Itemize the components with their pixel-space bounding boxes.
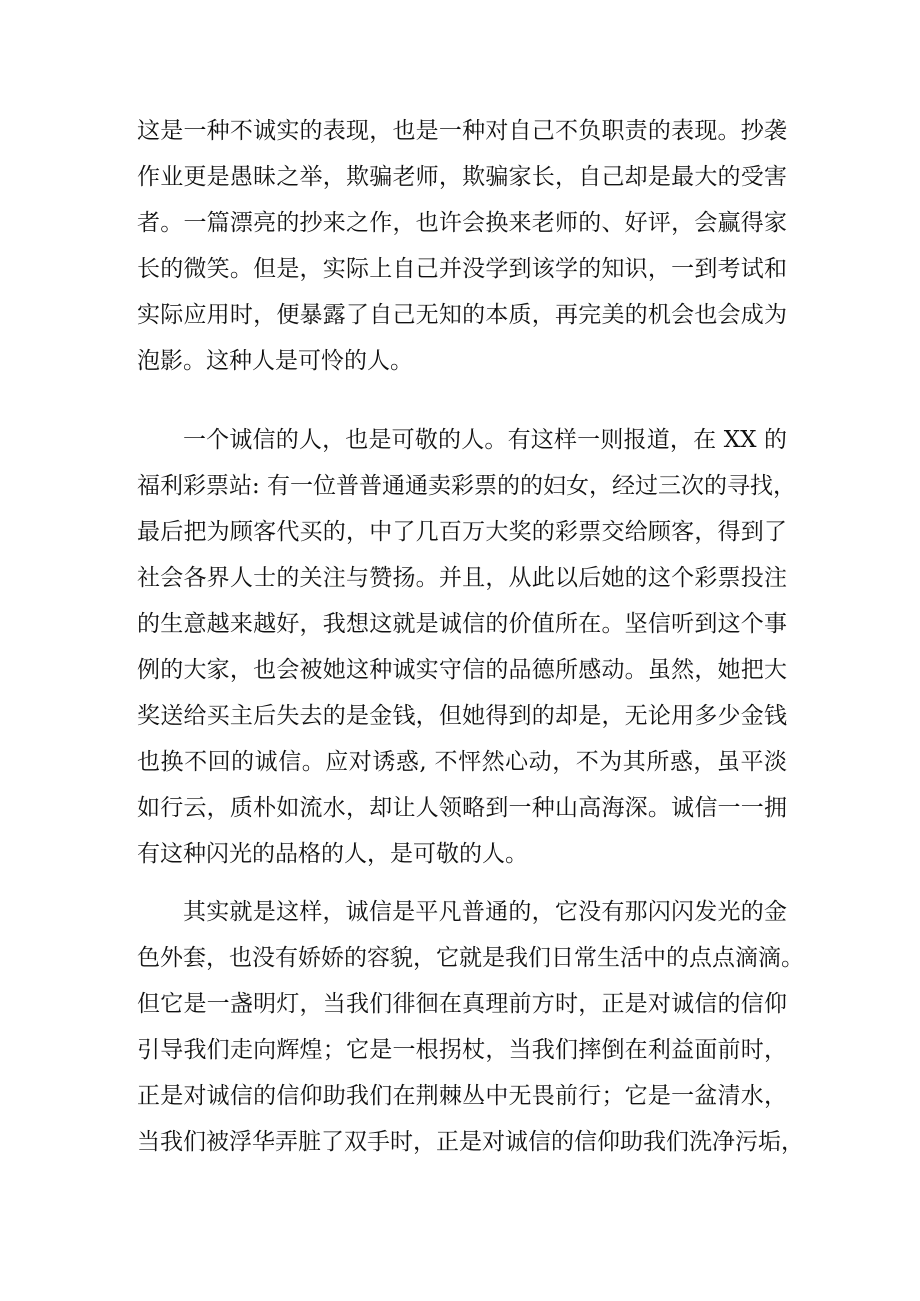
text-line: 例的大家，也会被她这种诚实守信的品德所感动。虽然，她把大 [137,657,787,683]
text-line: 长的微笑。但是，实际上自己并没学到该学的知识，一到考试和 [137,256,787,282]
text-line: 最后把为顾客代买的，中了几百万大奖的彩票交给顾客，得到了 [137,519,787,545]
text-line: 正是对诚信的信仰助我们在荆棘丛中无畏前行；它是一盆清水， [137,1083,787,1109]
paragraph-3 [137,889,804,1165]
text-line: 引导我们走向辉煌；它是一根拐杖，当我们摔倒在利益面前时， [137,1037,787,1063]
text-line: 作业更是愚昧之举，欺骗老师，欺骗家长，自己却是最大的受害 [137,164,787,190]
paragraph-2 [137,417,797,877]
text-line: 但它是一盏明灯，当我们徘徊在真理前方时，正是对诚信的信仰 [137,991,787,1017]
text-line: 的生意越来越好，我想这就是诚信的价值所在。坚信听到这个事 [137,611,787,637]
text-line: 这是一种不诚实的表现，也是一种对自己不负职责的表现。抄袭 [137,118,787,144]
text-line: 色外套，也没有娇娇的容貌，它就是我们日常生活中的点点滴滴。 [137,945,804,971]
text-line: 社会各界人士的关注与赞扬。并且，从此以后她的这个彩票投注 [137,565,787,591]
text-line: 者。一篇漂亮的抄来之作，也许会换来老师的、好评，会赢得家 [137,210,787,236]
text-line: 当我们被浮华弄脏了双手时，正是对诚信的信仰助我们洗净污垢， [137,1129,804,1155]
text-line: 如行云，质朴如流水，却让人领略到一种山高海深。诚信一一拥 [137,795,787,821]
text-line: 福利彩票站: 有一位普普通通卖彩票的的妇女，经过三次的寻找， [137,473,797,499]
text-line: 也换不回的诚信。应对诱惑, 不怦然心动，不为其所惑，虽平淡 [137,749,787,775]
text-line: 其实就是这样，诚信是平凡普通的，它没有那闪闪发光的金 [183,899,787,925]
text-line: 实际应用时，便暴露了自己无知的本质，再完美的机会也会成为 [137,302,787,328]
text-line: 泡影。这种人是可怜的人。 [137,348,413,374]
text-line: 有这种闪光的品格的人，是可敬的人。 [137,841,528,867]
paragraph-1 [137,108,787,384]
text-line: 一个诚信的人，也是可敬的人。有这样一则报道，在 XX 的 [183,427,787,453]
text-line: 奖送给买主后失去的是金钱，但她得到的却是，无论用多少金钱 [137,703,787,729]
